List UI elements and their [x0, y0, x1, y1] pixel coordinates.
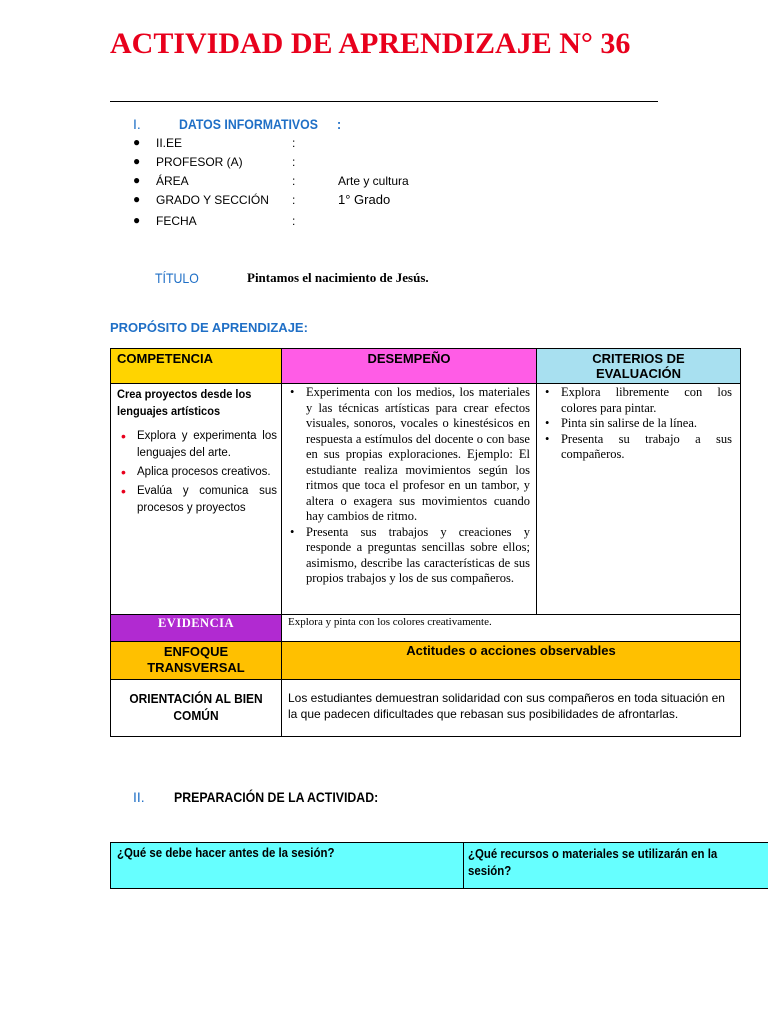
competencia-cell: [111, 384, 282, 615]
criterios-list: [539, 385, 732, 463]
list-item: • Presenta su trabajo a sus compañeros.: [539, 432, 732, 463]
info-label: ÁREA: [156, 174, 189, 188]
info-value: 1° Grado: [338, 192, 391, 207]
info-colon: :: [292, 193, 296, 207]
info-label: FECHA: [156, 214, 197, 228]
list-item: • Presenta sus trabajos y creaciones y responde a preguntas sencillas sobre ellos; asimismo, describe las características de sus propios trabajos y los de sus compañeros.: [284, 525, 530, 587]
evidencia-value-cell: [282, 615, 741, 642]
enfoque-name-cell: [111, 680, 282, 737]
desempenos-list: [284, 385, 530, 587]
info-colon: :: [292, 214, 296, 228]
header-competencia: [111, 349, 282, 384]
enfoque-name: ORIENTACIÓN AL BIEN COMÚN: [129, 691, 263, 723]
info-colon: :: [292, 136, 296, 150]
page-title: ACTIVIDAD DE APRENDIZAJE N° 36: [110, 27, 631, 60]
bullet-icon: ●: [133, 213, 141, 227]
section-1-heading: DATOS INFORMATIVOS: [179, 116, 318, 132]
list-item: • Explora libremente con los colores para pintar.: [539, 385, 732, 416]
info-colon: :: [292, 155, 296, 169]
prep-col2-header: ¿Qué recursos o materiales se utilizarán en la sesión?: [468, 846, 718, 878]
competencia-title: Crea proyectos desde los lenguajes artísticos: [117, 387, 252, 418]
list-item: • Experimenta con los medios, los materiales y las técnicas artísticas para crear efectos visuales, sonoros, vocales o kinestésicos en respuesta a estímulos del docente o con base en sus propias exploraciones. Ejemplo: El estudiante realiza movimientos según los ritmos que toca el profesor en un tambor, y altera o exagera sus movimientos cuando hay cambios de ritmo.: [284, 385, 530, 525]
title-divider: [110, 101, 658, 102]
capacidades-list: [117, 428, 277, 517]
enfoque-text: Los estudiantes demuestran solidaridad con sus compañeros en toda situación en la que padecen dificultades que rebasan sus posibilidades de afrontarlas.: [288, 691, 725, 721]
actitudes-label: Actitudes o acciones observables: [406, 643, 616, 658]
info-row-fecha: [133, 214, 493, 232]
info-row-area: [133, 174, 493, 192]
list-item: • Explora y experimenta los lenguajes del arte.: [117, 428, 277, 462]
info-label: GRADO Y SECCIÓN: [156, 193, 269, 207]
criterios-cell: [536, 384, 740, 615]
desempeno-cell: [282, 384, 537, 615]
header-desempeno: [282, 349, 537, 384]
section-2-number: II.: [133, 789, 145, 805]
enfoque-label-cell: [111, 642, 282, 680]
learning-purpose-table: [110, 348, 741, 737]
evidencia-label: EVIDENCIA: [157, 616, 235, 630]
prep-col1-header: ¿Qué se debe hacer antes de la sesión?: [117, 845, 335, 860]
list-item: • Evalúa y comunica sus procesos y proyectos: [117, 483, 277, 517]
proposito-heading: PROPÓSITO DE APRENDIZAJE:: [110, 320, 308, 335]
prep-col2-cell: [464, 843, 768, 889]
section-2-heading: PREPARACIÓN DE LA ACTIVIDAD:: [174, 789, 379, 805]
bullet-icon: ●: [133, 154, 141, 168]
list-item: • Pinta sin salirse de la línea.: [539, 416, 732, 432]
preparation-table: [110, 842, 768, 889]
actitudes-label-cell: [282, 642, 741, 680]
section-1-number: I.: [133, 116, 141, 132]
info-value: Arte y cultura: [338, 174, 409, 188]
info-row-grado: [133, 193, 493, 211]
header-desempeno-text: DESEMPEÑO: [367, 351, 451, 366]
info-label: II.EE: [156, 136, 183, 150]
bullet-icon: ●: [133, 173, 141, 187]
evidencia-value: Explora y pinta con los colores creativamente.: [288, 616, 492, 628]
header-criterios-text: CRITERIOS DE EVALUACIÓN: [592, 351, 685, 381]
enfoque-label: ENFOQUE TRANSVERSAL: [147, 644, 245, 675]
info-row-iiee: [133, 136, 493, 154]
prep-col1-cell: [111, 843, 464, 889]
enfoque-text-cell: [282, 680, 741, 737]
bullet-icon: ●: [133, 192, 141, 206]
info-row-profesor: [133, 155, 493, 173]
header-criterios: [536, 349, 740, 384]
info-colon: :: [292, 174, 296, 188]
titulo-value: Pintamos el nacimiento de Jesús.: [247, 270, 429, 285]
bullet-icon: ●: [133, 135, 141, 149]
header-competencia-text: COMPETENCIA: [117, 351, 214, 366]
titulo-label: TÍTULO: [155, 270, 199, 286]
section-1-heading-colon: :: [337, 116, 342, 132]
info-label: PROFESOR (A): [156, 155, 243, 169]
evidencia-label-cell: [111, 615, 282, 642]
list-item: • Aplica procesos creativos.: [117, 464, 277, 481]
